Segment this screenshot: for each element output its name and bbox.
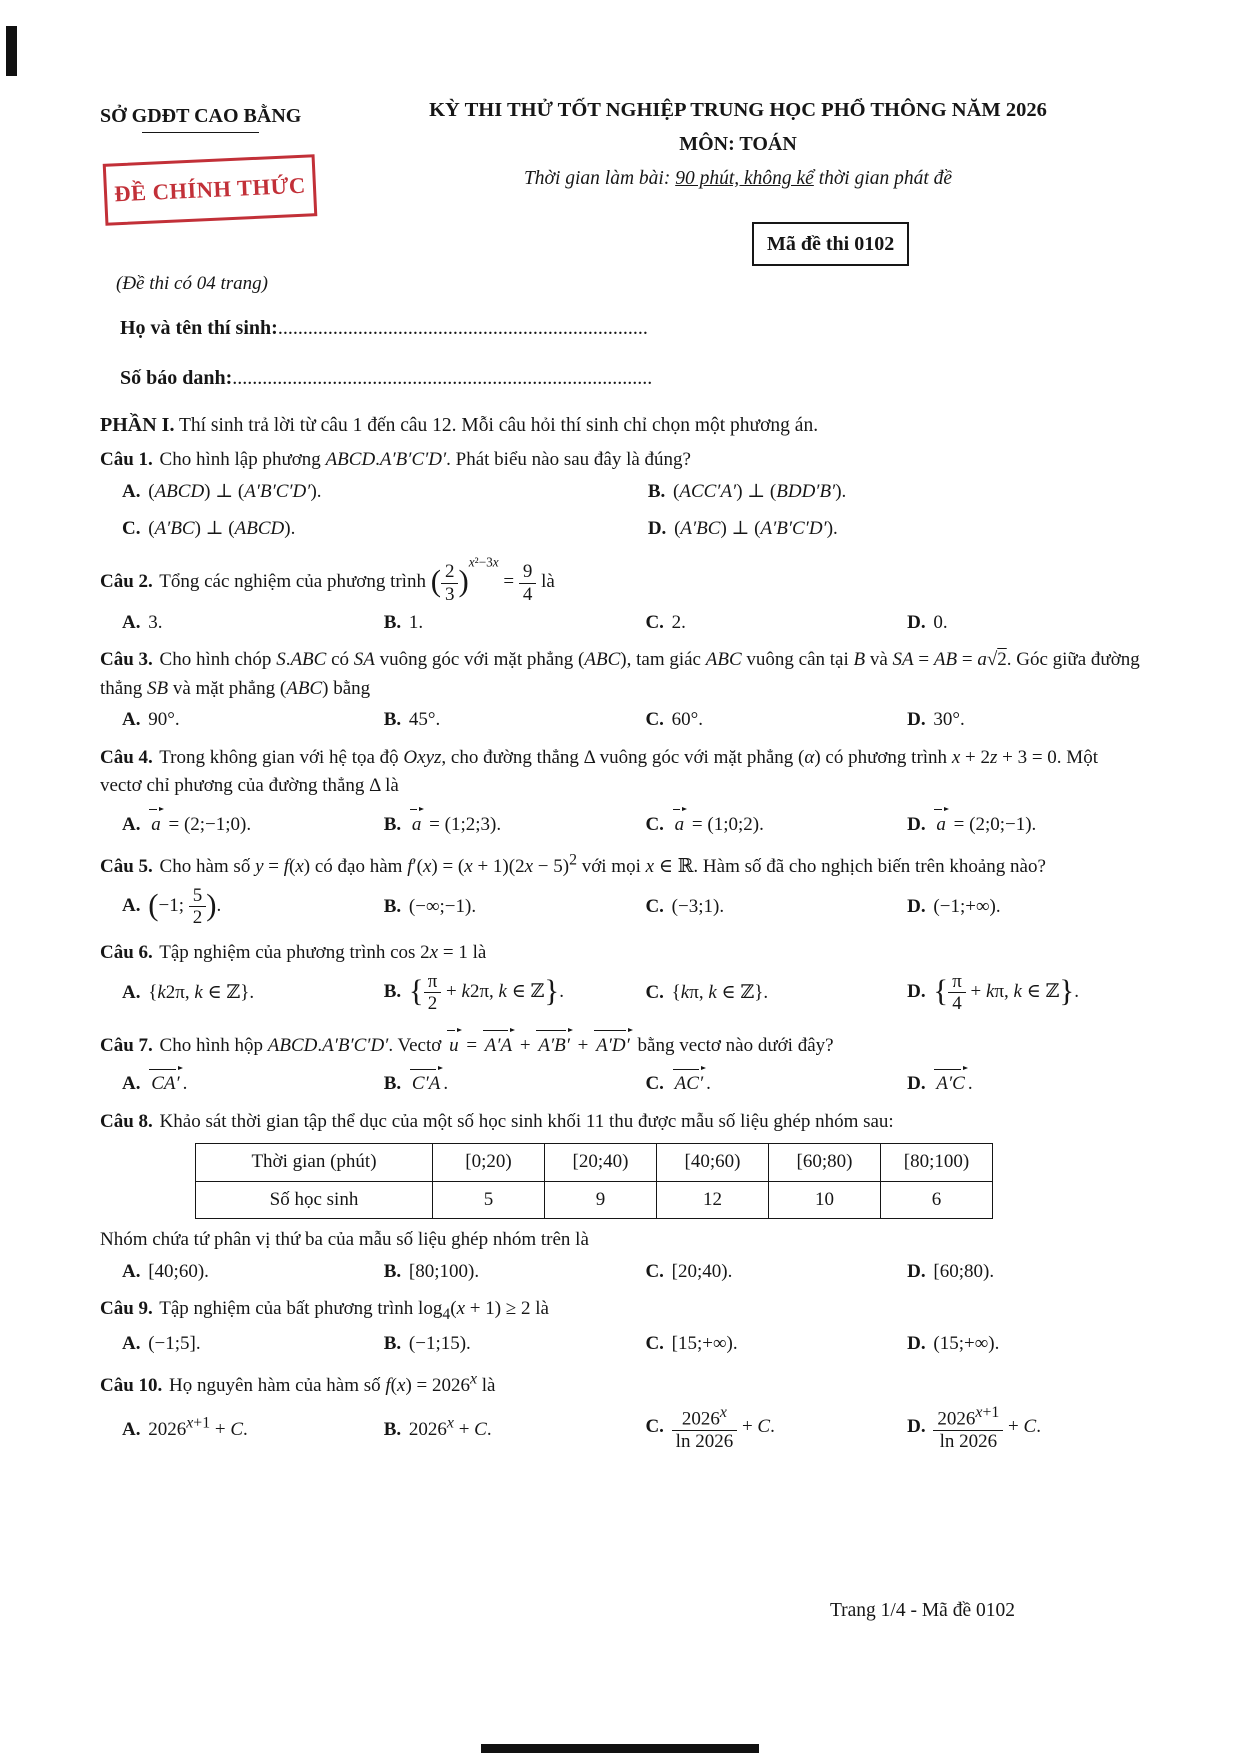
question-label: Câu 10. [100, 1374, 163, 1396]
question-text: Câu 2. Tổng các nghiệm của phương trình ( $\frac{2}{3}$ )$^{x^2-3x}$ = $\frac{9}{4}$ là [100, 554, 555, 605]
part1-label: PHẦN I. [100, 414, 175, 436]
exam-title: KỲ THI THỬ TỐT NGHIỆP TRUNG HỌC PHỔ THÔNG NĂM 2026 [429, 99, 1047, 121]
option-b: B. (ACC′A′) ⊥ (BDD′B′). [647, 480, 847, 502]
option-c: C. {kπ, k ∈ ℤ}. [645, 981, 769, 1003]
options-grid [100, 804, 1141, 840]
question-text: Câu 5. Cho hàm số y = f(x) có đạo hàm $f'(x) = (x + 1)(2x - 5)^2$ với mọi x ∈ ℝ. Hàm số đã cho nghịch biến trên khoảng nào? [100, 851, 1046, 877]
question-text: Câu 1. Cho hình lập phương ABCD.A′B′C′D′. Phát biểu nào sau đây là đúng? [100, 449, 691, 471]
table-row [196, 1181, 993, 1219]
question-5 [100, 848, 1141, 929]
option-d: D. 0. [907, 611, 948, 633]
table-cell: [0;20) [433, 1144, 545, 1182]
question-7 [100, 1025, 1141, 1099]
options-grid [100, 970, 1141, 1016]
option-c: C. $\frac{2026^x}{\ln 2026}$ + C. [645, 1404, 775, 1452]
header [100, 95, 1141, 410]
question-label: Câu 4. [100, 746, 153, 768]
option-a: A. 90°. [122, 709, 180, 731]
table-cell: 10 [769, 1181, 881, 1219]
part1-heading [100, 410, 1141, 440]
options-grid [100, 1063, 1141, 1099]
table-cell: Số học sinh [196, 1181, 433, 1219]
scan-artifact-top-left [6, 26, 17, 76]
question-label: Câu 5. [100, 855, 153, 877]
question-4 [100, 744, 1141, 840]
option-c: C. [20;40). [645, 1260, 733, 1282]
q8-frequency-table [195, 1143, 993, 1219]
question-text: Câu 4. Trong không gian với hệ tọa độ Oxyz, cho đường thẳng Δ vuông góc với mặt phẳng (α) có phương trình x + 2z + 3 = 0. Một vectơ chỉ phương của đường thẳng Δ là [100, 746, 1098, 797]
options-grid [100, 884, 1141, 930]
option-a: A. (−1; $\frac{5}{2}$ ). [122, 885, 222, 929]
question-text: Câu 8. Khảo sát thời gian tập thể dục của một số học sinh khối 11 thu được mẫu số liệu ghép nhóm sau: [100, 1110, 894, 1132]
option-a: A. CA′ . [122, 1063, 376, 1099]
question-text: Câu 3. Cho hình chóp S.ABC có SA vuông góc với mặt phẳng (ABC), tam giác ABC vuông cân tại B và SA = AB = a√2. Góc giữa đường thẳng SB và mặt phẳng (ABC) bằng [100, 649, 1140, 699]
question-text: Câu 6. Tập nghiệm của phương trình cos 2x = 1 là [100, 941, 487, 963]
table-cell: [80;100) [881, 1144, 993, 1182]
option-b: B. a = (1;2;3). [384, 804, 638, 840]
question-2 [100, 553, 1141, 638]
department-name: SỞ GDĐT CAO BẰNG [100, 101, 301, 133]
table-cell: 12 [657, 1181, 769, 1219]
option-c: C. a = (1;0;2). [645, 804, 899, 840]
question-label: Câu 7. [100, 1034, 153, 1056]
option-b: B. 1. [383, 611, 424, 633]
candidate-name-line [120, 313, 648, 343]
table-cell: 5 [433, 1181, 545, 1219]
option-a: A. {k2π, k ∈ ℤ}. [122, 981, 255, 1003]
option-a: A. 3. [122, 611, 163, 633]
table-cell: 9 [545, 1181, 657, 1219]
table-cell: [60;80) [769, 1144, 881, 1182]
exam-code-box: Mã đề thi 0102 [752, 222, 909, 266]
option-a: A. $2026^{x+1} + C$. [122, 1414, 248, 1440]
option-c: C. AC′ . [645, 1063, 899, 1099]
option-d: D. $\frac{2026^{x+1}}{\ln 2026}$ + C. [907, 1404, 1041, 1452]
options-grid [100, 1330, 1141, 1359]
question-label: Câu 9. [100, 1298, 153, 1320]
option-d: D. (−1;+∞). [907, 895, 1001, 917]
option-b: B. { $\frac{\pi}{2}$ + k2π, k ∈ ℤ}. [383, 971, 564, 1015]
question-label: Câu 8. [100, 1110, 153, 1132]
options-grid [100, 1258, 1141, 1287]
option-d: D. (A′BC) ⊥ (A′B′C′D′). [647, 518, 838, 540]
question-text: Câu 7. Cho hình hộp ABCD.A′B′C′D′. Vectơ u = A′A + A′B′ + A′D′ bằng vectơ nào dưới đây? [100, 1025, 1141, 1061]
option-c: C. [15;+∞). [645, 1332, 738, 1354]
table-row [196, 1144, 993, 1182]
option-a: A. (ABCD) ⊥ (A′B′C′D′). [122, 480, 322, 502]
table-cell: [40;60) [657, 1144, 769, 1182]
candidate-id-dots: .................................................................................... [232, 367, 653, 389]
page-footer: Trang 1/4 - Mã đề 0102 [829, 1599, 1015, 1621]
question-8 [100, 1108, 1141, 1287]
option-b: B. $2026^x + C$. [383, 1414, 492, 1440]
question-9 [100, 1295, 1141, 1358]
options-grid [100, 1403, 1141, 1453]
question-label: Câu 1. [100, 449, 153, 471]
option-b: B. [80;100). [383, 1260, 480, 1282]
question-note: Nhóm chứa tứ phân vị thứ ba của mẫu số liệu ghép nhóm trên là [100, 1229, 589, 1251]
question-label: Câu 2. [100, 571, 153, 593]
option-d: D. a = (2;0;−1). [907, 804, 1141, 840]
question-text: Câu 10. Họ nguyên hàm của hàm số $f(x) = 2026^x$ là [100, 1370, 496, 1396]
table-cell: [20;40) [545, 1144, 657, 1182]
question-text: Câu 9. Tập nghiệm của bất phương trình $\log_4(x + 1) \ge 2$ là [100, 1298, 549, 1323]
option-d: D. A′C . [907, 1063, 1141, 1099]
option-c: C. (A′BC) ⊥ (ABCD). [122, 518, 296, 540]
candidate-name-label: Họ và tên thí sinh: [120, 317, 278, 339]
option-c: C. (−3;1). [645, 895, 725, 917]
options-grid [100, 706, 1141, 735]
question-1 [100, 446, 1141, 544]
official-stamp: ĐỀ CHÍNH THỨC [103, 154, 318, 225]
question-6 [100, 939, 1141, 1016]
option-c: C. 60°. [645, 709, 704, 731]
option-a: A. a = (2;−1;0). [122, 804, 376, 840]
question-10 [100, 1367, 1141, 1453]
option-a: A. [40;60). [122, 1260, 209, 1282]
option-b: B. C′A . [384, 1063, 638, 1099]
subject-line: MÔN: TOÁN [679, 132, 797, 155]
part1-text: Thí sinh trả lời từ câu 1 đến câu 12. Mỗi câu hỏi thí sinh chỉ chọn một phương án. [174, 415, 819, 436]
option-b: B. (−∞;−1). [383, 895, 477, 917]
option-d: D. [60;80). [907, 1260, 995, 1282]
options-grid [100, 609, 1141, 638]
question-label: Câu 3. [100, 649, 153, 671]
question-3 [100, 646, 1141, 735]
option-c: C. 2. [645, 611, 686, 633]
option-b: B. (−1;15). [383, 1332, 471, 1354]
option-d: D. 30°. [907, 709, 965, 731]
table-cell: Thời gian (phút) [196, 1144, 433, 1182]
pages-note: (Đề thi có 04 trang) [116, 273, 268, 294]
title-block [335, 95, 1141, 193]
table-cell: 6 [881, 1181, 993, 1219]
candidate-name-dots: .......................................................................... [277, 317, 648, 339]
scan-artifact-bottom [481, 1744, 759, 1753]
candidate-id-line [120, 363, 652, 393]
option-d: D. (15;+∞). [907, 1332, 1000, 1354]
question-label: Câu 6. [100, 941, 153, 963]
options-grid [100, 478, 1141, 544]
option-d: D. { $\frac{\pi}{4}$ + kπ, k ∈ ℤ}. [907, 971, 1079, 1015]
candidate-id-label: Số báo danh: [120, 367, 233, 389]
option-a: A. (−1;5]. [122, 1332, 201, 1354]
duration-line: Thời gian làm bài: 90 phút, không kể thời gian phát đề [523, 167, 953, 189]
option-b: B. 45°. [383, 709, 441, 731]
